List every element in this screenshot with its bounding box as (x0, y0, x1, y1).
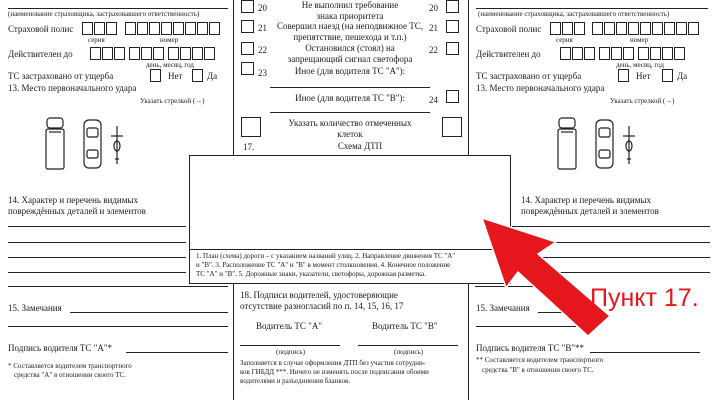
damage-line[interactable] (8, 272, 186, 273)
checkbox-24-b[interactable] (446, 90, 459, 103)
row-number-22-b: 22 (429, 45, 438, 55)
insurer-caption-left: (наименование страховщика, застраховавшего ответственность) (8, 10, 200, 18)
checkbox-22-a[interactable] (241, 42, 254, 55)
insured-label-right: ТС застраховано от ущерба (476, 71, 582, 81)
date-caption-right: день, месяц, год (616, 61, 664, 69)
series-caption-right: серия (556, 36, 573, 44)
footnote-right-1: ** Составляется водителем транспортного (476, 356, 604, 364)
vehicle-icons-right[interactable] (556, 116, 652, 174)
number-caption-right: номер (630, 36, 649, 44)
scheme-legend-2: и "В". 3. Расположение ТС "А" и "В" в момент столкновения. 4. Конечное положение (196, 261, 451, 269)
insured-yes-checkbox-left[interactable] (192, 69, 203, 82)
row-23-line[interactable] (270, 87, 430, 88)
scheme-number: 17. (243, 142, 255, 152)
row-20-text-2: знака приоритета (316, 11, 384, 21)
scheme-legend-1: 1. План (схема) дороги – с указанием названий улиц. 2. Направление движения ТС "А" (196, 252, 456, 260)
insured-label-left: ТС застраховано от ущерба (8, 71, 114, 81)
insured-yes-checkbox-right[interactable] (662, 69, 673, 82)
policy-number-field-left[interactable] (125, 22, 221, 35)
signatures-title-1: 18. Подписи водителей, удостоверяющие (240, 290, 398, 300)
scheme-legend-3: ТС "А" и "В". 5. Дорожные знаки, указатели, светофоры, дорожная разметка. (196, 270, 426, 278)
damage-title-right-1: 14. Характер и перечень видимых (521, 195, 651, 205)
valid-label-left: Действителен до (8, 49, 73, 59)
signature-line-right[interactable] (590, 352, 700, 353)
signatures-note-3: водителями и разъединения бланков. (240, 377, 351, 385)
no-label-left: Нет (168, 71, 183, 81)
damage-line[interactable] (8, 257, 186, 258)
remarks-label-right: 15. Замечания (476, 303, 530, 313)
truck-icon (558, 118, 576, 169)
signatures-note-1: Заполняется в случае оформления ДТП без участия сотрудни- (240, 359, 426, 367)
checkbox-23-a[interactable] (241, 62, 254, 75)
damage-title-right-2: повреждённых деталей и элементов (521, 206, 659, 216)
remarks-line[interactable] (70, 312, 228, 313)
column-divider-left-lower (233, 283, 234, 400)
valid-date-field-right[interactable] (560, 47, 686, 60)
driver-a-label: Водитель ТС "А" (256, 321, 323, 331)
damage-line[interactable] (8, 286, 228, 287)
row-20-text-1: Не выполнил требование (301, 0, 399, 10)
remarks-label-left: 15. Замечания (8, 303, 62, 313)
signature-line-left[interactable] (126, 352, 228, 353)
signatures-note-2: ков ГИБДД ***. Ничего не изменять после подписания обоими (240, 368, 429, 376)
signature-label-left: Подпись водителя ТС "А"* (8, 343, 113, 353)
yes-label-right: Да (677, 71, 688, 81)
checkbox-20-b[interactable] (446, 0, 459, 13)
row-number-21-a: 21 (258, 23, 267, 33)
damage-title-left-1: 14. Характер и перечень видимых (8, 195, 138, 205)
impact-label-left: 13. Место первоначального удара (8, 83, 137, 93)
damage-line[interactable] (8, 226, 186, 227)
valid-label-right: Действителен до (476, 49, 541, 59)
accident-scheme-box[interactable] (189, 155, 511, 284)
row-number-23-a: 23 (258, 68, 267, 78)
annotation-label: Пункт 17. (590, 284, 699, 312)
row-number-24-b: 24 (429, 95, 438, 105)
motorcycle-icon (111, 126, 123, 164)
driver-b-label: Водитель ТС "В" (372, 321, 438, 331)
row-number-20-b: 20 (429, 3, 438, 13)
row-21-text-2: препятствие, пешехода и т.п.) (293, 32, 407, 42)
checkbox-20-a[interactable] (241, 0, 254, 13)
row-23-text: Иное (для водителя ТС "А"): (294, 66, 406, 76)
driver-b-sign-caption: (подпись) (394, 348, 424, 356)
series-caption-left: серия (88, 36, 105, 44)
scheme-title: Схема ДТП (337, 141, 383, 151)
footnote-left-1: * Составляется водителем транспортного (8, 362, 132, 370)
count-box-a[interactable] (241, 117, 261, 137)
row-22-text-2: запрещающий сигнал светофора (287, 54, 413, 64)
signature-label-right: Подпись водителя ТС "В"** (476, 343, 585, 353)
arrow-hint-left: Указать стрелкой (→) (140, 97, 205, 105)
footnote-right-2: средства "В" в отношении своего ТС. (482, 366, 594, 374)
column-divider-left (233, 0, 234, 155)
scheme-legend-divider (190, 249, 510, 250)
checkbox-21-a[interactable] (241, 20, 254, 33)
vehicle-icons-left[interactable] (44, 116, 140, 174)
yes-label-left: Да (207, 71, 218, 81)
impact-label-right: 13. Место первоначального удара (476, 83, 605, 93)
no-label-right: Нет (636, 71, 651, 81)
insurer-caption-right: (наименование страховщика, застраховавшего ответственность) (478, 10, 670, 18)
damage-title-left-2: повреждённых деталей и элементов (8, 206, 146, 216)
checkbox-22-b[interactable] (446, 42, 459, 55)
driver-a-sign-caption: (подпись) (276, 348, 306, 356)
row-24-text: Иное (для водителя ТС "В"): (295, 93, 405, 103)
policy-label-left: Страховой полис (8, 24, 74, 34)
count-text-2: клеток (337, 129, 363, 139)
insured-no-checkbox-right[interactable] (618, 69, 629, 82)
car-icon (84, 120, 101, 168)
red-pointer-arrow-icon (470, 212, 630, 342)
count-text-1: Указать количество отмеченных (288, 118, 412, 128)
policy-label-right: Страховой полис (476, 24, 542, 34)
row-number-21-b: 21 (429, 23, 438, 33)
row-number-22-a: 22 (258, 45, 267, 55)
column-divider-right-lower (468, 283, 469, 400)
car-icon (596, 120, 613, 168)
footnote-left-2: средства "А" в отношении своего ТС. (14, 371, 126, 379)
row-21-text-1: Совершил наезд (на неподвижное ТС, (276, 21, 424, 31)
truck-icon (46, 118, 64, 169)
row-22-text-1: Остановился (стоял) на (305, 43, 395, 53)
driver-b-signature-line[interactable] (358, 345, 458, 346)
arrow-hint-right: Указать стрелкой (→) (610, 97, 675, 105)
checkbox-21-b[interactable] (446, 20, 459, 33)
number-caption-left: номер (160, 36, 179, 44)
policy-number-field-right[interactable] (592, 22, 700, 35)
insured-no-checkbox-left[interactable] (150, 69, 161, 82)
column-divider-right (468, 0, 469, 155)
policy-series-field-right[interactable] (550, 22, 586, 35)
driver-a-signature-line[interactable] (240, 345, 340, 346)
motorcycle-icon (623, 126, 635, 164)
valid-date-field-left[interactable] (90, 47, 216, 60)
policy-series-field-left[interactable] (82, 22, 118, 35)
damage-line[interactable] (8, 242, 186, 243)
row-number-20-a: 20 (258, 3, 267, 13)
signatures-title-2: отсутствие разногласий по п. 14, 15, 16, 17 (240, 301, 404, 311)
count-box-b[interactable] (442, 117, 462, 137)
date-caption-left: день, месяц, год (146, 61, 194, 69)
remarks-line[interactable] (8, 326, 228, 327)
row-24-line[interactable] (270, 112, 430, 113)
